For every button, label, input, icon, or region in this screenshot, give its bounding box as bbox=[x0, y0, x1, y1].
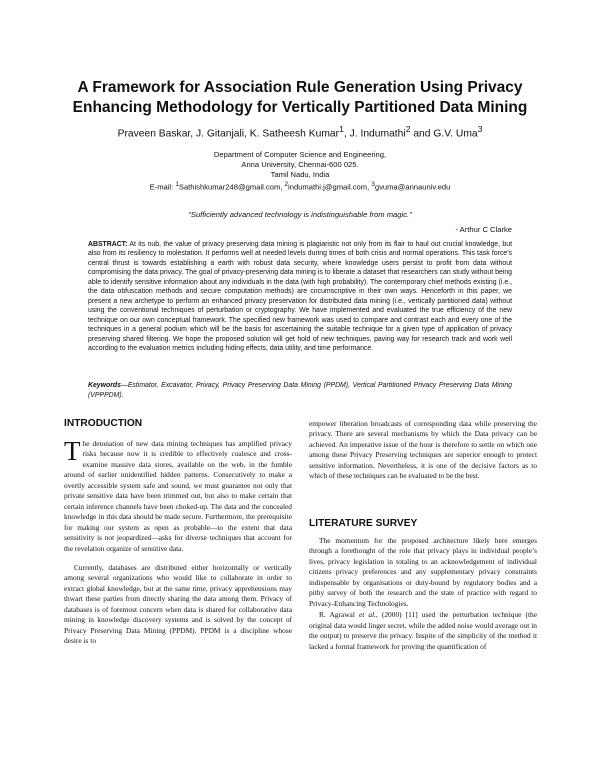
epigraph-quote: “Sufficiently advanced technology is indistinguishable from magic.” bbox=[188, 210, 412, 219]
email-3: gvuma@annauniv.edu bbox=[374, 182, 451, 192]
abstract bbox=[88, 240, 512, 353]
left-column bbox=[64, 436, 292, 647]
lit-paragraph-2-start: R. Agrawal bbox=[319, 610, 359, 620]
lit-paragraph-2-rest: , (2000) [11] used the perturbation technique (the original data would linger secret, while the added noise would average out in the output) to preserve the privacy. Inspite of the simplicity of the method it lacked a formal framework for proving the quantification of bbox=[309, 610, 537, 651]
affiliation-univ: Anna University, Chennai-600 025. bbox=[241, 160, 359, 169]
title-line-1: A Framework for Association Rule Generation Using Privacy bbox=[77, 79, 523, 96]
author-list bbox=[40, 124, 560, 139]
author-sup-2: 2 bbox=[405, 124, 411, 134]
email-sup-3: 3 bbox=[371, 181, 375, 188]
abstract-label: ABSTRACT: bbox=[88, 241, 128, 248]
affiliation-block bbox=[40, 150, 560, 193]
lit-paragraph-2-etal: et al. bbox=[358, 610, 376, 620]
section-heading-introduction: INTRODUCTION bbox=[64, 418, 143, 429]
email-1: Sathishkumar248@gmail.com, bbox=[178, 182, 285, 192]
right-column bbox=[309, 419, 537, 482]
author-names-3: and G.V. Uma bbox=[410, 128, 478, 140]
lit-paragraph-1: The momentum for the proposed architecture likely here emerges through a forethought of the role that privacy plays in individual people’s lives, privacy legislation in totaling to an acknowledgement of individual citizens privacy preferences and any supplementary privacy constraints indispensable by organisations or duty-bound by regulatory bodies and a pithy survey of both the research and the state of practice with regard to Privacy-Enhancing Technologies. bbox=[309, 536, 537, 608]
intro-paragraph-1 bbox=[64, 436, 292, 554]
email-sup-1: 1 bbox=[175, 181, 179, 188]
epigraph-author: - Arthur C Clarke bbox=[455, 225, 512, 234]
section-heading-literature-survey: LITERATURE SURVEY bbox=[309, 518, 418, 529]
intro-paragraph-2: Currently, databases are distributed either horizontally or vertically among several organizations who would like to collaborate in order to extract global knowledge, but at the same time, privacy apprehensions may thwart these parties from directly sharing the data among them. Privacy of databases is of foremost concern when data is shared for collaborative data mining in knowledge discovery systems and is solved by the concept of Privacy Preserving Data Mining (PPDM). PPDM is a discipline whose desire is to bbox=[64, 562, 292, 646]
keywords-text: —Estimator, Excavator, Privacy, Privacy Preserving Data Mining (PPDM), Vertical Partitioned Privacy Preserving Data Mining (VPPPDM). bbox=[88, 382, 512, 399]
affiliation-emails bbox=[40, 180, 560, 193]
intro-paragraph-3: empower liberation broadcasts of corresponding data while preserving the privacy. There are several mechanisms by which the Data privacy can be achieved. An imperative issue of the hour is therefore to settle on which one among these Privacy Preserving techniques are superior enough to protect sensitive information. Nevertheless, it is one of the decisive factors as to which of these techniques can be evaluated to be the best. bbox=[309, 419, 537, 481]
email-prefix: E-mail: bbox=[149, 182, 176, 192]
affiliation-dept: Department of Computer Science and Engineering, bbox=[213, 150, 387, 159]
drop-cap: T bbox=[64, 436, 81, 466]
author-sup-3: 3 bbox=[477, 124, 483, 134]
keywords-label: Keywords bbox=[88, 382, 121, 389]
intro-paragraph-1-text: he detonation of new data mining techniques has amplified privacy risks because now it is credible to effectively coalesce and cross-examine massive data stores, available on the web, in the fumble around of earlier unidentified hidden patterns. Consecutively to make a overtly accessible system safe and sound, we must guarantee not only that private sensitive data have been trimmed out, but also to make certain that certain inference channels have been choked-up. The data and the concealed knowledge in this data should be made secure. Furthermore, the prerequisite for making our system as open as probable—to the extent that data sensitivity is not jeopardized—asks for diverse techniques that account for the revelation organize of sensitive data. bbox=[64, 439, 292, 553]
paper-title bbox=[40, 78, 560, 118]
email-sup-2: 2 bbox=[284, 181, 289, 188]
author-sup-1: 1 bbox=[339, 124, 344, 134]
keywords bbox=[88, 381, 512, 401]
lit-paragraph-2 bbox=[309, 610, 537, 652]
author-names-2: , J. Indumathi bbox=[343, 128, 406, 140]
affiliation-state: Tamil Nadu, India bbox=[270, 170, 330, 179]
author-names-1: Praveen Baskar, J. Gitanjali, K. Satheesh Kumar bbox=[117, 128, 340, 140]
literature-survey-body bbox=[309, 536, 537, 652]
email-2: indumathi.j@gmail.com, bbox=[288, 182, 372, 192]
title-line-2: Enhancing Methodology for Vertically Partitioned Data Mining bbox=[72, 99, 528, 116]
abstract-text: At its nub, the value of privacy preserving data mining is plagiaristic not only from its flair to haul out crucial knowledge, but also from its resiliency to molestation. It performs well at needed levels during times of both crisis and normal operations. This task force’s central thrust is towards establishing a earth with robust data security, where knowledge users persist to profit from data without compromising the data privacy. The goal of privacy-preserving data mining is to liberate a dataset that researchers can study without being able to identify sensitive information about any individuals in the data (with high probability). The contemporary chief methods existing (i.e., the data obfuscation methods and secure computation methods) are circumscriptive in their own ways. Henceforth in this paper, we present a new archetype to perform an enhanced privacy preservation for distributed data mining (i.e., vertically partitioned data) without using the conventional techniques of perturbation or cryptography. We have implemented and evaluated the true efficiency of the new technique on our own conceptual framework. The specified new framework was used to compare and contrast each and every one of the techniques in a general podium which will be the basis for ascertaining the suitable technique for a given type of application of privacy preserving shared filtering. We hope the proposed solution will get hold of new techniques, paving way for research track and work well according to the evaluation metrics including hiding effects, data utility, and time performance. bbox=[88, 241, 512, 352]
